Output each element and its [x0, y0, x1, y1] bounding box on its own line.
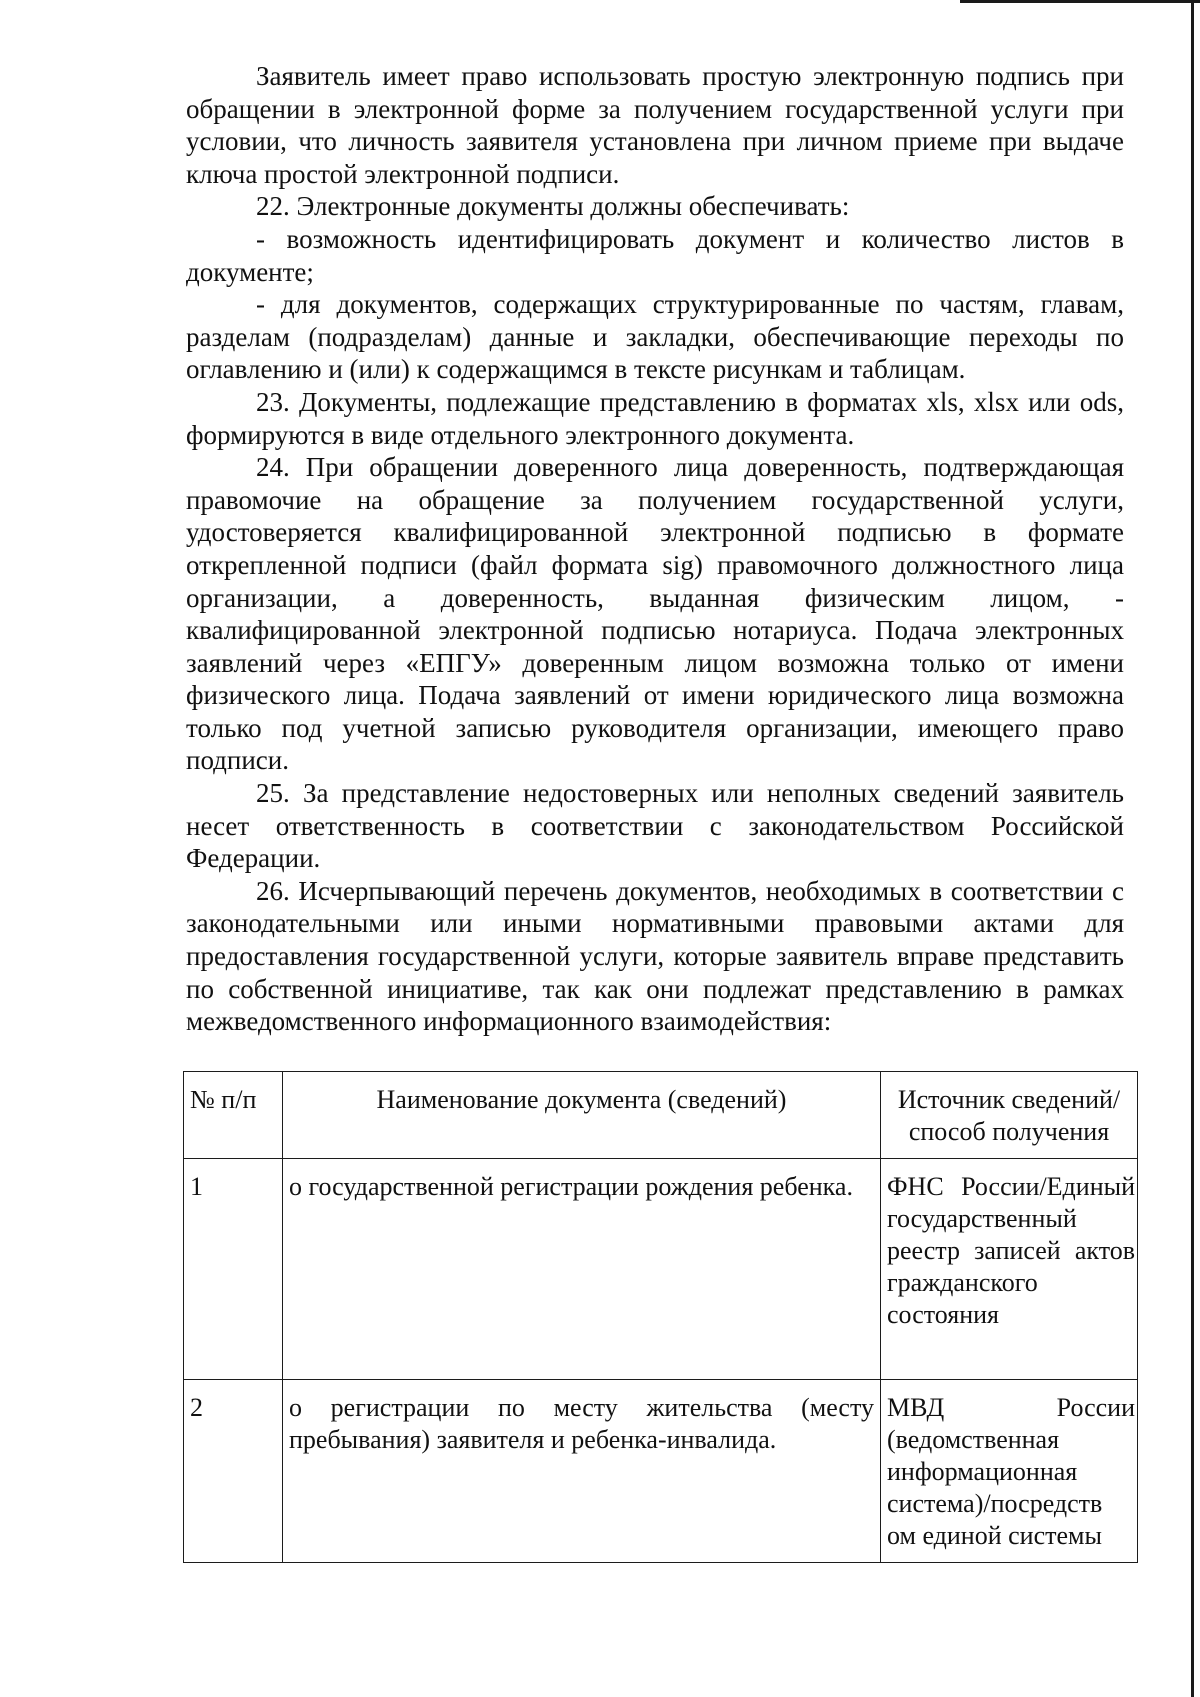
- paragraph-22: 22. Электронные документы должны обеспечивать:: [256, 191, 850, 222]
- paragraph-22-item-1: - возможность идентифицировать документ и количество листов в документе;: [186, 223, 1124, 287]
- row-document-name: о регистрации по месту жительства (месту пребывания) заявителя и ребенка-инвалида.: [283, 1380, 881, 1563]
- scan-border-right: [1191, 0, 1194, 1697]
- paragraph-22-item-2: - для документов, содержащих структурированные по частям, главам, разделам (подразделам) данные и закладки, обеспечивающие переходы по оглавлению и (или) к содержащимся в тексте рисункам и таблицам.: [186, 289, 1124, 385]
- header-document-name: Наименование документа (сведений): [283, 1072, 881, 1159]
- table-row: [184, 1159, 1138, 1380]
- row-number: 2: [184, 1380, 283, 1563]
- paragraph-25: 25. За представление недостоверных или неполных сведений заявитель несет ответственность в соответствии с законодательством Российской Федерации.: [186, 778, 1124, 874]
- paragraph-26: 26. Исчерпывающий перечень документов, необходимых в соответствии с законодательными или иными нормативными правовыми актами для предоставления государственной услуги, которые заявитель вправе представить по собственной инициативе, так как они подлежат представлению в рамках межведомственного информационного взаимодействия:: [186, 875, 1124, 1037]
- paragraph-23: 23. Документы, подлежащие представлению в форматах xls, xlsx или ods, формируются в виде отдельного электронного документа.: [186, 386, 1124, 450]
- paragraph-simple-signature: Заявитель имеет право использовать простую электронную подпись при обращении в электронной форме за получением государственной услуги при условии, что личность заявителя установлена при личном приеме при выдаче ключа простой электронной подписи.: [186, 61, 1124, 189]
- table-row: [184, 1380, 1138, 1563]
- document-body: [186, 60, 1124, 1038]
- header-number: № п/п: [184, 1072, 283, 1159]
- row-document-name: о государственной регистрации рождения ребенка.: [283, 1159, 881, 1380]
- documents-table: [183, 1071, 1138, 1563]
- scan-border-top: [960, 0, 1200, 3]
- paragraph-24: 24. При обращении доверенного лица доверенность, подтверждающая правомочие на обращение за получением государственной услуги, удостоверяется квалифицированной электронной подписью в формате открепленной подписи (файл формата sig) правомочного должностного лица организации, а доверенность, выданная физическим лицом, - квалифицированной электронной подписью нотариуса. Подача электронных заявлений через «ЕПГУ» доверенным лицом возможна только от имени физического лица. Подача заявлений от имени юридического лица возможна только под учетной записью руководителя организации, имеющего право подписи.: [186, 452, 1124, 776]
- row-source: МВД России (ведомственная информационная система)/посредств ом единой системы: [881, 1380, 1138, 1563]
- row-number: 1: [184, 1159, 283, 1380]
- table-header-row: [184, 1072, 1138, 1159]
- row-source: ФНС России/Единый государственный реестр записей актов гражданского состояния: [881, 1159, 1138, 1380]
- header-source: Источник сведений/способ получения: [881, 1072, 1138, 1159]
